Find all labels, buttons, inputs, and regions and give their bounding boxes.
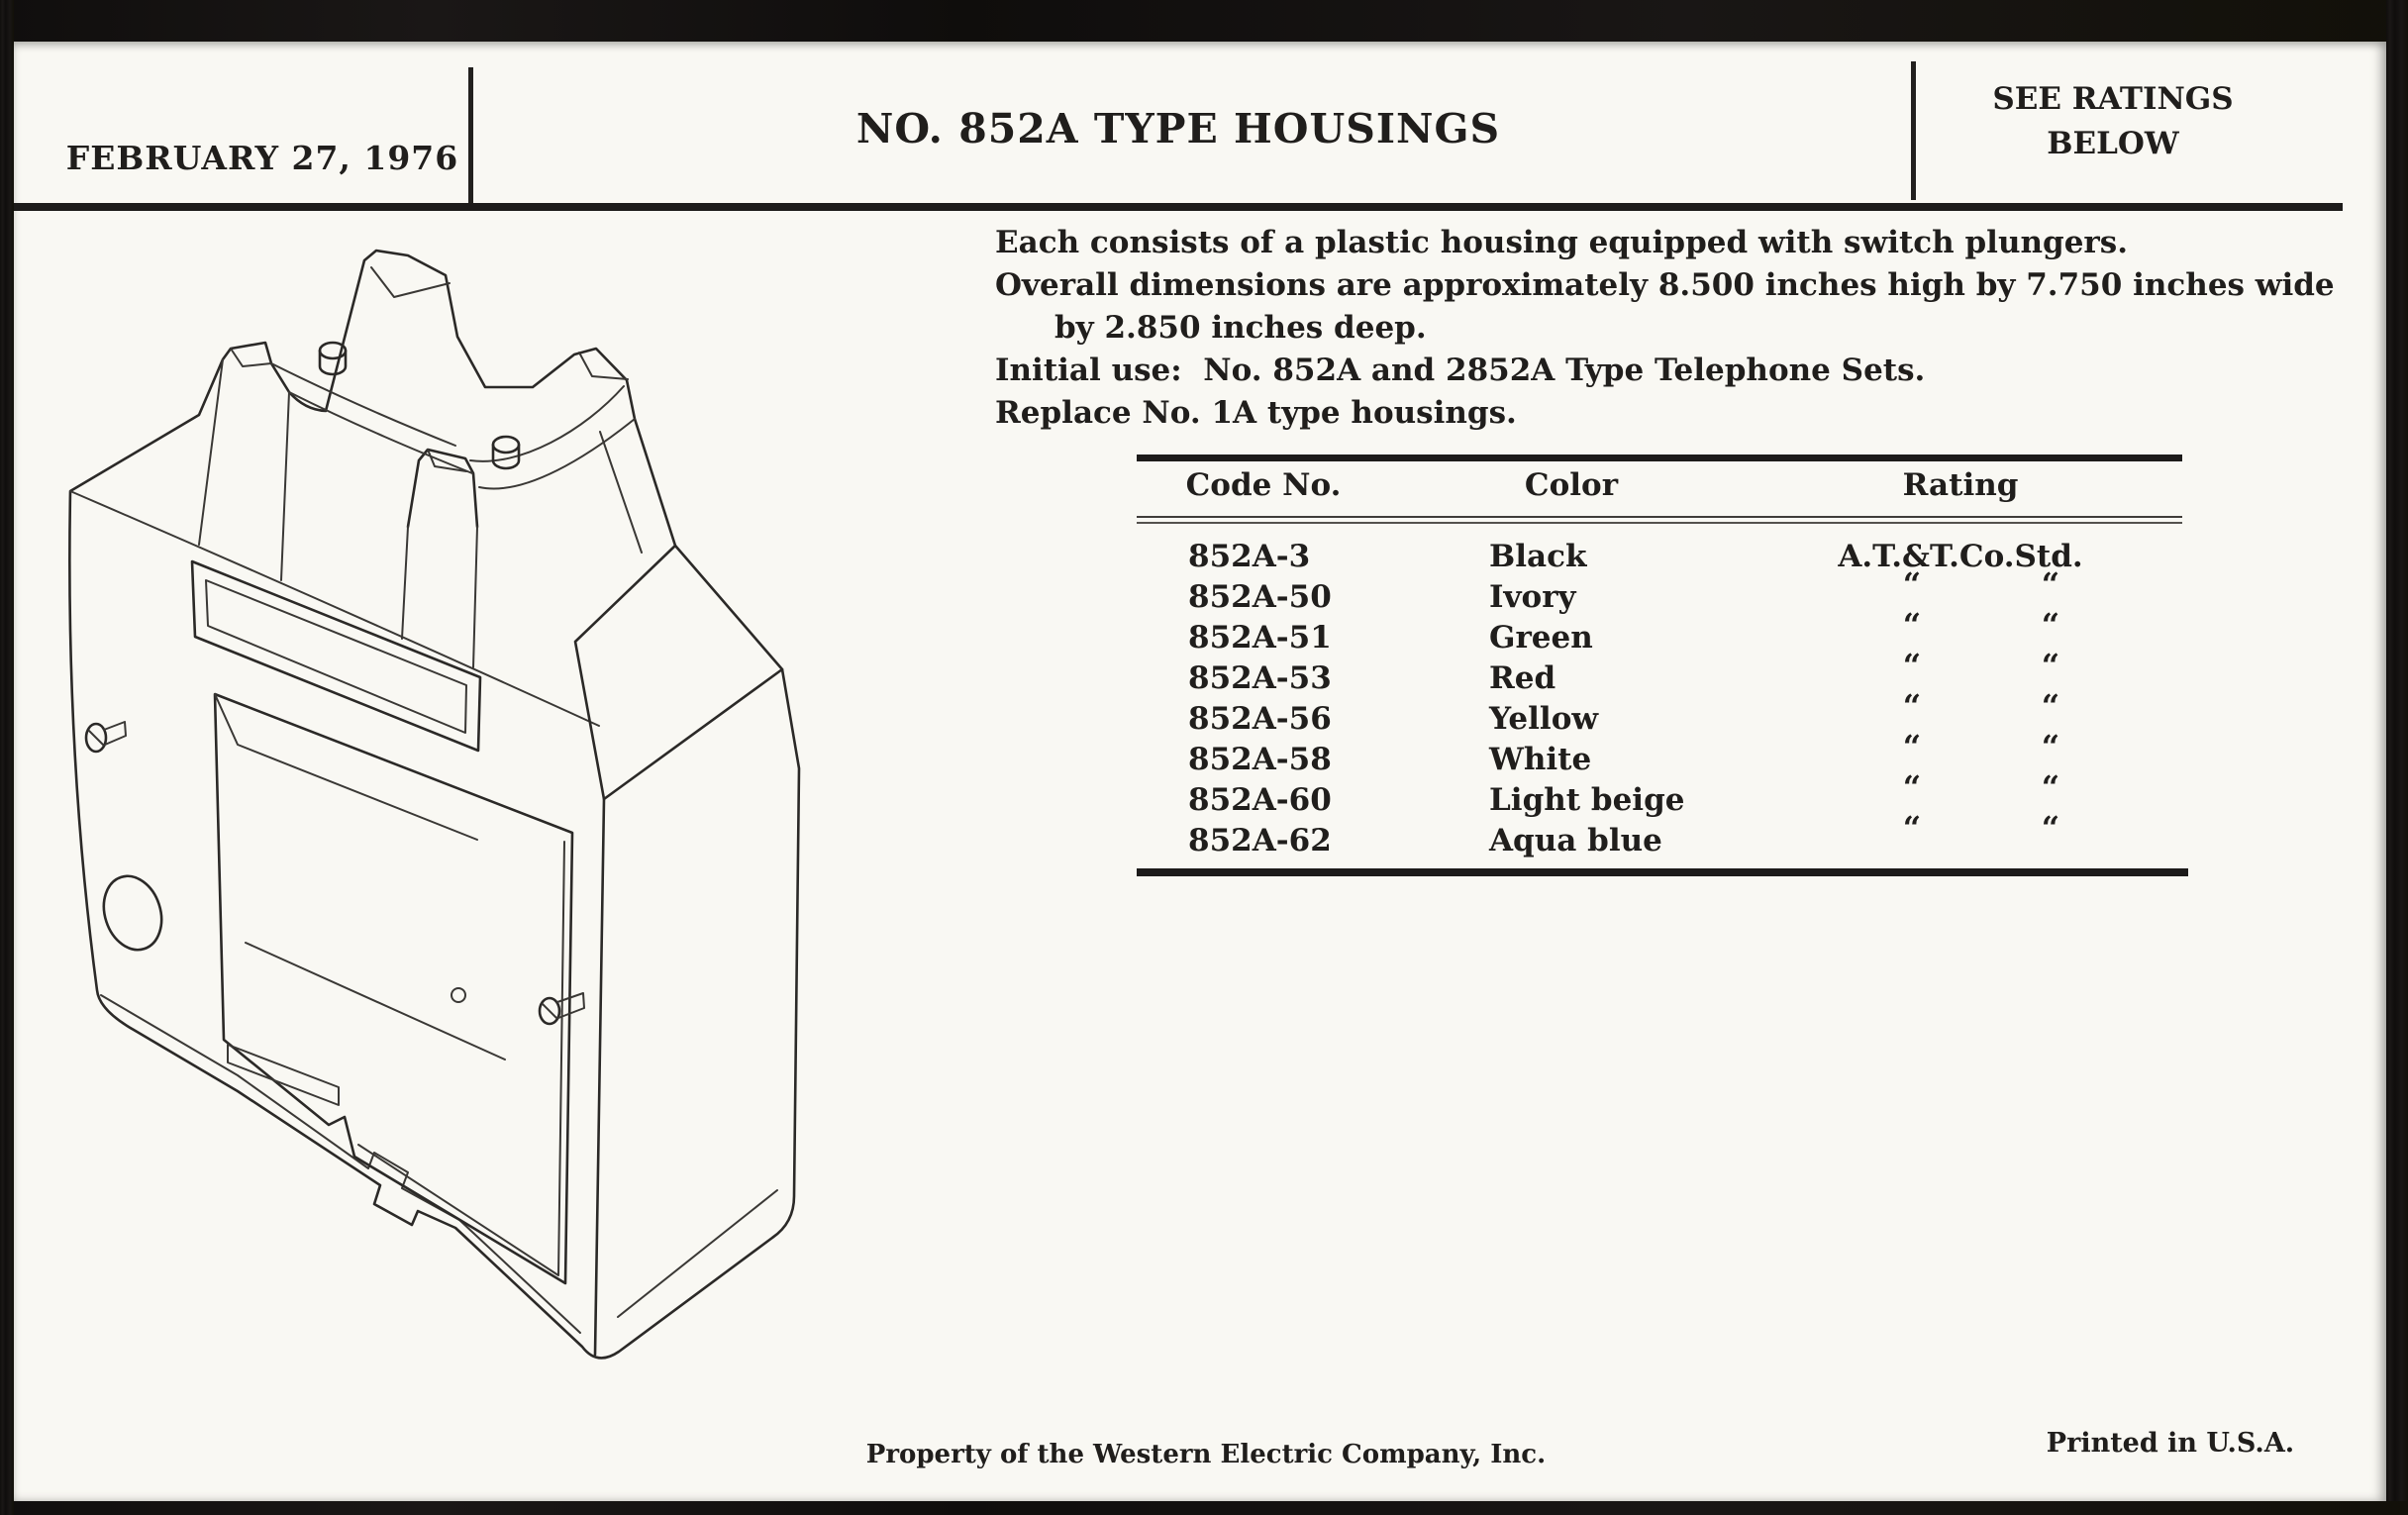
document-date: FEBRUARY 27, 1976: [65, 139, 459, 177]
color-cell: Ivory: [1489, 579, 1576, 615]
document-page: [14, 42, 2386, 1501]
description-block: [995, 222, 2342, 435]
ditto-mark: “: [1902, 809, 1920, 847]
housing-line-drawing-svg: [40, 238, 842, 1406]
property-note: Property of the Western Electric Company, Inc.: [865, 1440, 1547, 1469]
ditto-mark: “: [2041, 768, 2058, 806]
description-line: Initial use: No. 852A and 2852A Type Telephone Sets.: [995, 353, 1926, 388]
code-no-cell: 852A-60: [1188, 782, 1332, 818]
color-cell: Aqua blue: [1489, 823, 1662, 858]
code-no-cell: 852A-62: [1188, 823, 1332, 858]
color-cell: Light beige: [1489, 782, 1685, 818]
code-no-cell: 852A-53: [1188, 660, 1332, 696]
color-cell: Black: [1489, 539, 1587, 574]
description-line: Replace No. 1A type housings.: [995, 395, 1517, 431]
ditto-mark: “: [2041, 687, 2058, 725]
ditto-mark: “: [2041, 728, 2058, 765]
code-no-cell: 852A-50: [1188, 579, 1332, 615]
table-header-rule: [1137, 516, 2182, 518]
code-no-cell: 852A-56: [1188, 701, 1332, 737]
see-ratings-line1: SEE RATINGS: [1992, 81, 2234, 117]
description-line: Each consists of a plastic housing equipped with switch plungers.: [995, 225, 2129, 260]
table-header-code: Code No.: [1185, 467, 1342, 503]
table-top-rule: [1137, 454, 2182, 461]
header-divider-left: [468, 67, 473, 206]
table-bottom-rule: [1137, 868, 2188, 876]
scan-border-top: [0, 0, 2408, 42]
ditto-mark: “: [1902, 728, 1920, 765]
header-divider-right: [1911, 61, 1916, 200]
header-rule: [14, 203, 2343, 211]
color-cell: Green: [1489, 620, 1593, 656]
code-no-cell: 852A-3: [1188, 539, 1311, 574]
table-header-rating: Rating: [1902, 467, 2019, 503]
color-cell: White: [1489, 742, 1592, 777]
ditto-mark: “: [1902, 606, 1920, 644]
description-line: by 2.850 inches deep.: [1054, 310, 1427, 346]
ditto-mark: “: [2041, 809, 2058, 847]
color-cell: Red: [1489, 660, 1556, 696]
ditto-mark: “: [1902, 768, 1920, 806]
table-header-color: Color: [1524, 467, 1619, 503]
see-ratings-note: [1933, 77, 2293, 166]
description-line: Overall dimensions are approximately 8.500 inches high by 7.750 inches wide: [995, 267, 2335, 303]
color-cell: Yellow: [1489, 701, 1599, 737]
ditto-mark: “: [2041, 647, 2058, 684]
ditto-mark: “: [1902, 647, 1920, 684]
housing-figure: [40, 238, 842, 1410]
printed-note: Printed in U.S.A.: [2046, 1428, 2295, 1459]
scan-border-right: [2386, 0, 2408, 1515]
table-header-rule-echo: [1137, 522, 2182, 524]
rating-cell: A.T.&T.Co.Std.: [1838, 539, 2083, 574]
ditto-mark: “: [2041, 606, 2058, 644]
ditto-mark: “: [1902, 687, 1920, 725]
ditto-mark: “: [2041, 565, 2058, 603]
scan-border-bottom: [0, 1501, 2408, 1515]
ditto-mark: “: [1902, 565, 1920, 603]
code-no-cell: 852A-51: [1188, 620, 1332, 656]
page-title: NO. 852A TYPE HOUSINGS: [855, 105, 1501, 152]
see-ratings-line2: BELOW: [2047, 126, 2179, 161]
code-no-cell: 852A-58: [1188, 742, 1332, 777]
scan-border-left: [0, 0, 14, 1515]
